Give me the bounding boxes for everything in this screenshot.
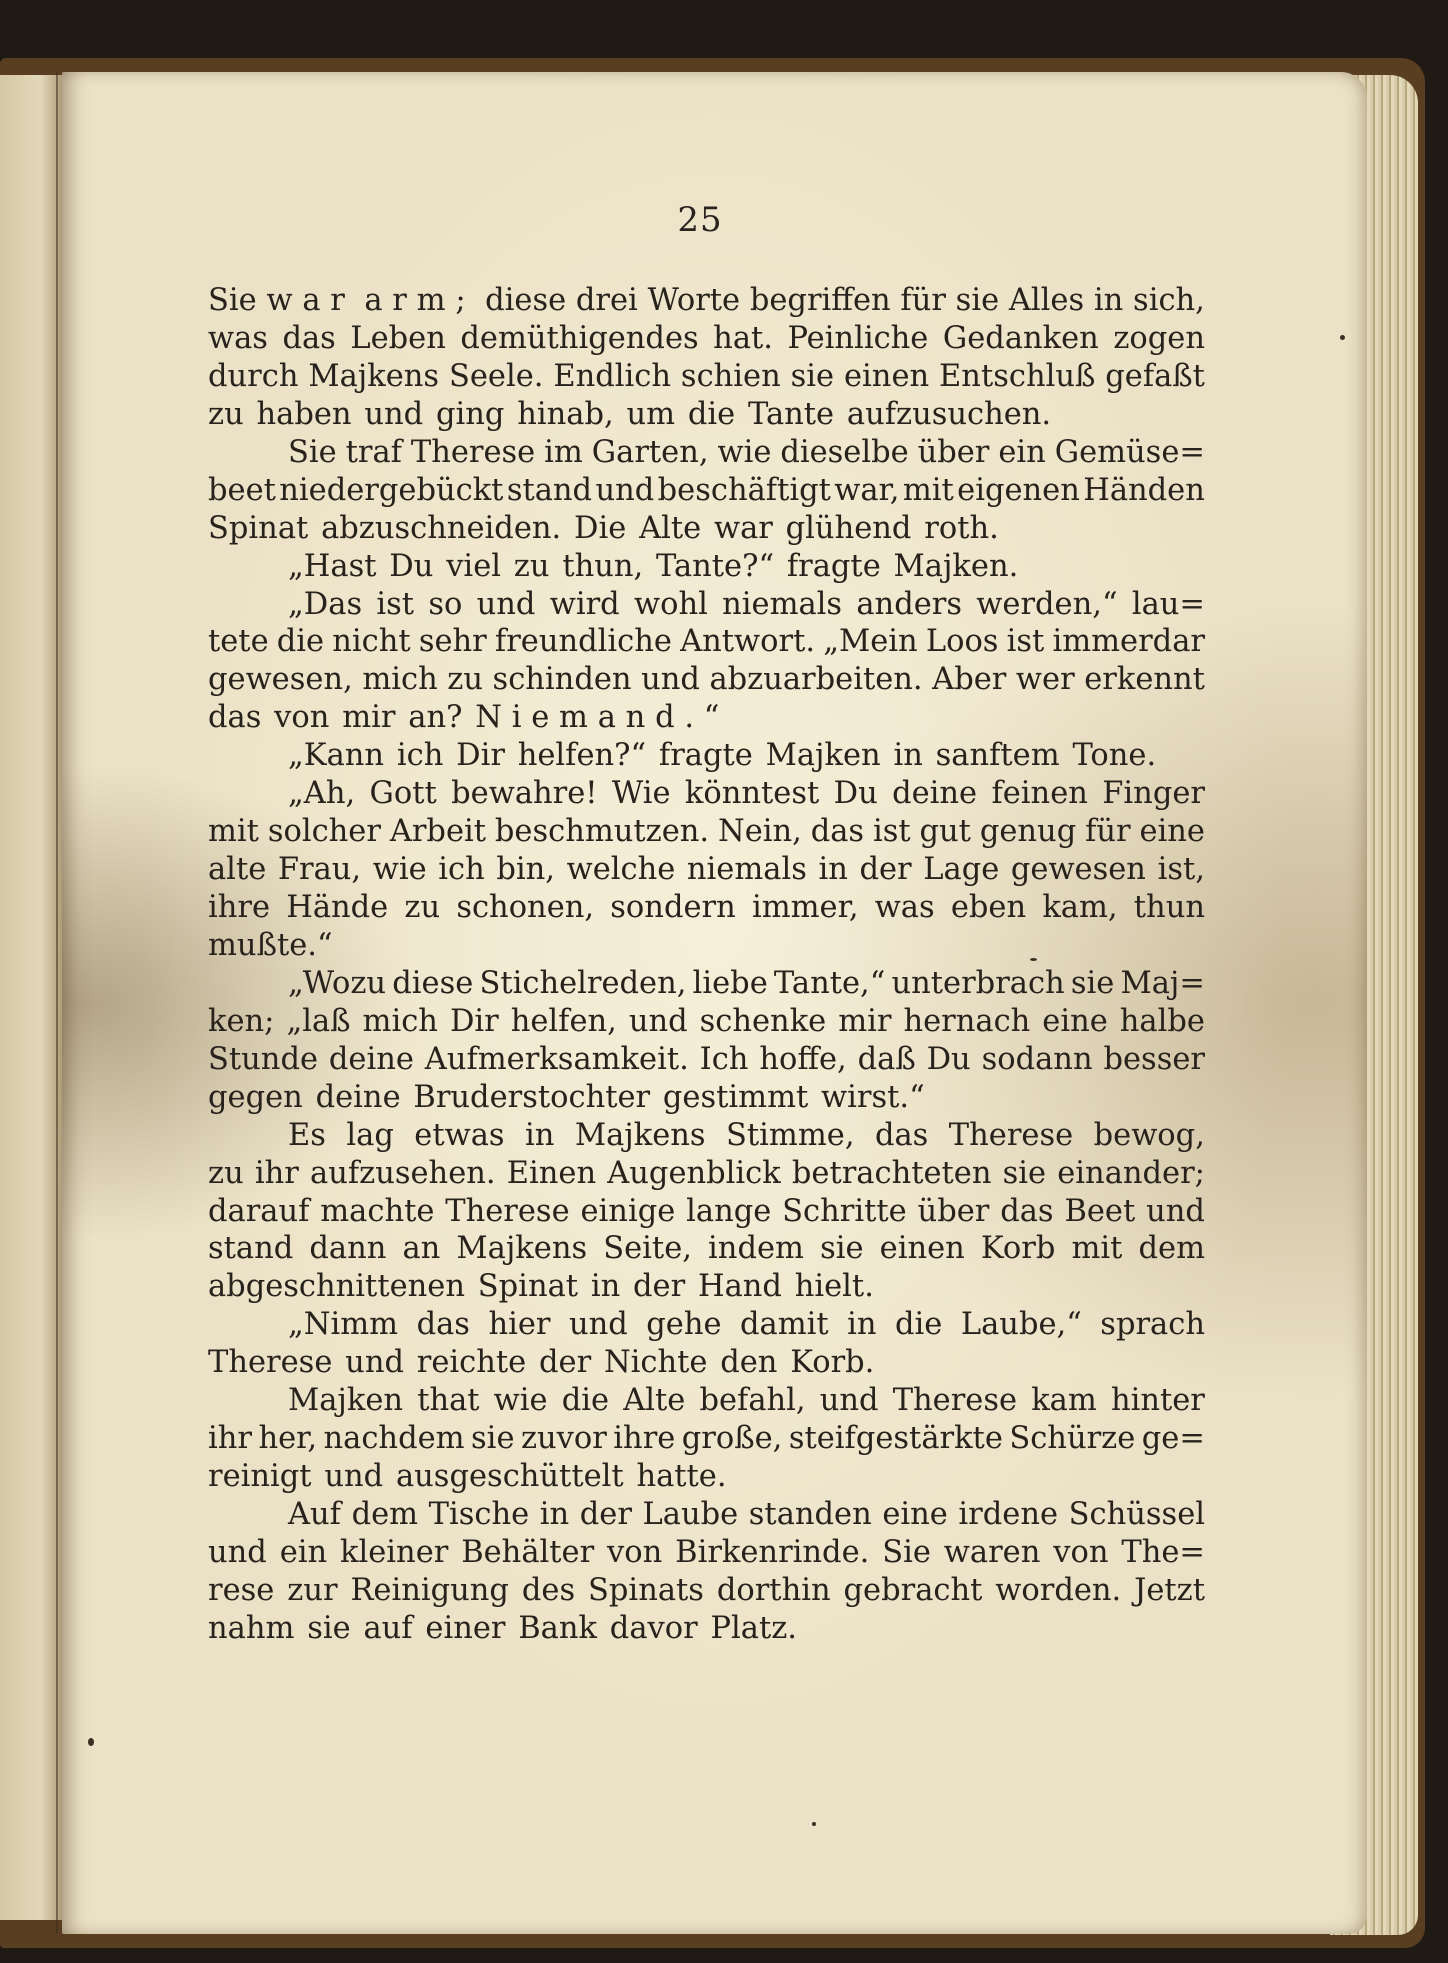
ink-speck [1030,958,1037,961]
text-line: mußte.“ [208,927,333,963]
text-line: zu ihr aufzusehen. Einen Augenblick betrachteten sie einander; [208,1155,1205,1191]
ink-speck [1340,335,1345,340]
text-line: „Wozu diese Stichelreden, liebe Tante,“ unterbrach sie Maj= [288,965,1205,1001]
text-line: und ein kleiner Behälter von Birkenrinde. Sie waren von The= [208,1534,1205,1570]
text-line: Spinat abzuschneiden. Die Alte war glühend roth. [208,510,999,546]
ink-speck [812,1822,816,1826]
text-line: was das Leben demüthigendes hat. Peinliche Gedanken zogen [208,320,1205,356]
binding-gutter [56,72,58,1934]
text-line: rese zur Reinigung des Spinats dorthin gebracht worden. Jetzt [208,1572,1205,1608]
text-line: stand dann an Majkens Seite, indem sie einen Korb mit dem [208,1231,1205,1267]
text-line: Auf dem Tische in der Laube standen eine irdene Schüssel [288,1497,1205,1532]
text-line: „Hast Du viel zu thun, Tante?“ fragte Majken. [288,548,1019,584]
text-line: Majken that wie die Alte befahl, und Therese kam hinter [288,1383,1205,1419]
text-line: zu haben und ging hinab, um die Tante aufzusuchen. [208,396,1052,432]
text-line: gewesen, mich zu schinden und abzuarbeiten. Aber wer erkennt [208,662,1205,698]
text-line: Es lag etwas in Majkens Stimme, das Therese bewog, [288,1117,1205,1153]
text-line: das von mir an? Niemand.“ [208,700,730,736]
text-line: Stunde deine Aufmerksamkeit. Ich hoffe, daß Du sodann besser [208,1041,1205,1077]
text-line: „Kann ich Dir helfen?“ fragte Majken in sanftem Tone. [288,738,1157,774]
body-text [208,282,1205,1648]
text-line: durch Majkens Seele. Endlich schien sie einen Entschluß gefaßt [208,358,1205,394]
text-line: ken; „laß mich Dir helfen, und schenke mir hernach eine halbe [208,1003,1205,1039]
text-line: alte Frau, wie ich bin, welche niemals in der Lage gewesen ist, [208,852,1205,888]
text-line: „Ah, Gott bewahre! Wie könntest Du deine feinen Finger [288,776,1205,812]
text-line: Therese und reichte der Nichte den Korb. [208,1345,875,1381]
text-line: Sie traf Therese im Garten, wie dieselbe über ein Gemüse= [288,434,1205,470]
text-line: „Nimm das hier und gehe damit in die Laube,“ sprach [288,1307,1205,1343]
text-line: ihr her, nachdem sie zuvor ihre große, steifgestärkte Schürze ge= [208,1421,1205,1457]
ink-speck [88,1738,94,1746]
text-line: Sie war arm; diese drei Worte begriffen für sie Alles in sich, [208,283,1205,318]
text-line: nahm sie auf einer Bank davor Platz. [208,1610,797,1646]
text-line: beet niedergebückt stand und beschäftigt war, mit eigenen Händen [208,472,1205,508]
text-line: darauf machte Therese einige lange Schritte über das Beet und [208,1193,1205,1229]
text-line: „Das ist so und wird wohl niemals anders werden,“ lau= [288,586,1205,622]
text-line: abgeschnittenen Spinat in der Hand hielt. [208,1269,874,1305]
text-line: mit solcher Arbeit beschmutzen. Nein, das ist gut genug für eine [208,814,1205,850]
page-number: 25 [677,200,723,240]
text-line: gegen deine Bruderstochter gestimmt wirst.“ [208,1079,925,1115]
text-line: ihre Hände zu schonen, sondern immer, was eben kam, thun [208,890,1205,925]
text-line: tete die nicht sehr freundliche Antwort. „Mein Loos ist immerdar [208,624,1205,660]
text-line: reinigt und ausgeschüttelt hatte. [208,1459,727,1495]
